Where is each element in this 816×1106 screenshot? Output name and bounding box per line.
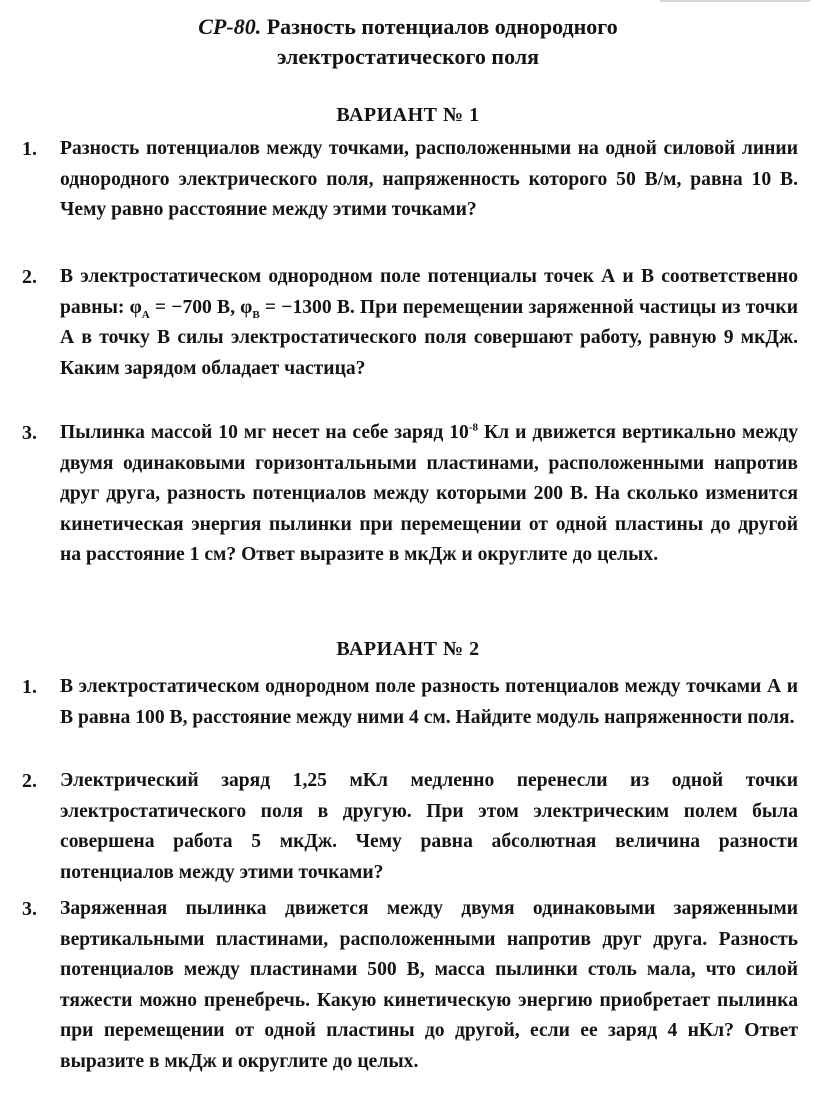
problem-text-part: Кл и движется вертикально между двумя одинаковыми горизонтальными пластинами, расположенными напротив друг друга, разность потенциалов между которыми 200 В. На сколько изменится кинетическая энергия пылинки при перемещении от одной пластины до другой на расстояние 1 см? Ответ выразите в мкДж и округлите до целых. (60, 422, 798, 565)
title-line-2: электростатического поля (276, 44, 540, 69)
page-title-line-2 (0, 44, 816, 70)
problem-text (60, 262, 798, 384)
charge-exponent: -8 (468, 421, 479, 434)
problem-number: 3. (22, 898, 37, 920)
problem-number: 3. (22, 422, 37, 444)
problem-number: 2. (22, 770, 37, 792)
title-line-1: Разность потенциалов однородного (266, 14, 618, 39)
phi-subscript-a: A (141, 308, 150, 321)
top-edge-line (660, 0, 810, 2)
worksheet-code: СР-80. (198, 14, 262, 39)
problem-text: Разность потенциалов между точками, расположенными на одной силовой линии однородного электрического поля, напряженность которого 50 В/м, равна 10 В. Чему равно расстояние между этими точками? (60, 138, 798, 220)
problem-text-part: Пылинка массой 10 мг несет на себе заряд 10 (60, 422, 469, 443)
problem-text-part: = −700 В, φ (149, 296, 253, 318)
problem-text-part: В электростатическом однородном поле потенциалы точек А и В соответственно равны: φ (60, 266, 798, 318)
problem-text (60, 418, 798, 571)
problem-text: В электростатическом однородном поле разность потенциалов между точками А и В равна 100 В, расстояние между ними 4 см. Найдите модуль напряженности поля. (60, 676, 798, 728)
problem-number: 1. (22, 676, 37, 698)
problem-text: Заряженная пылинка движется между двумя одинаковыми заряженными вертикальными пластинами, расположенными напротив друг друга. Разность потенциалов между пластинами 500 В, масса пылинки столь мала, что силой тяжести можно пренебречь. Какую кинетическую энергию приобретает пылинка при перемещении от одной пластины до другой, если ее заряд 4 нКл? Ответ выразите в мкДж и округлите до целых. (60, 898, 798, 1072)
problem-text-part: = −1300 В. При перемещении заряженной частицы из точки А в точку В силы электростатического поля совершают работу, равную 9 мкДж. Каким зарядом обладает частица? (60, 296, 799, 379)
problem-number: 2. (22, 266, 37, 288)
problem-number: 1. (22, 138, 37, 160)
variant-1-heading: ВАРИАНТ № 1 (336, 104, 480, 126)
problem-text: Электрический заряд 1,25 мКл медленно перенесли из одной точки электростатического поля в другую. При этом электрическим полем была совершена работа 5 мкДж. Чему равна абсолютная величина разности потенциалов между этими точками? (60, 770, 798, 883)
phi-subscript-b: B (252, 308, 260, 321)
variant-2-heading: ВАРИАНТ № 2 (336, 638, 480, 660)
page-title (0, 14, 816, 40)
